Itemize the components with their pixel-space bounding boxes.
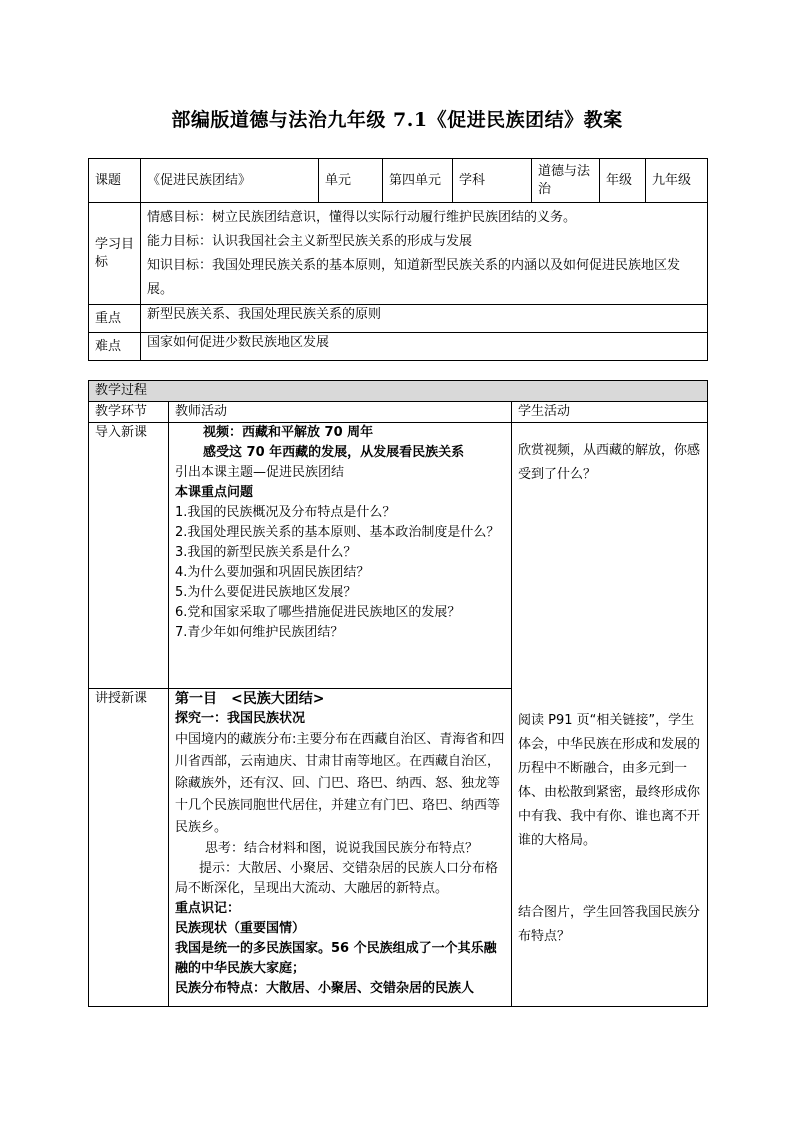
question-item: 1.我国的民族概况及分布特点是什么？ [175,505,396,520]
grade-label: 年级 [600,159,646,203]
grade-value: 九年级 [646,159,708,203]
intro-stage: 导入新课 [89,423,169,689]
intro-teacher-cell [169,423,512,689]
lecture-explore: 探究一：我国民族状况 [175,711,306,726]
lecture-material: 中国境内的藏族分布:主要分布在西藏自治区、青海省和四川省西部，云南迪庆、甘肃甘南等地区。在西藏自治区，除藏族外，还有汉、回、门巴、珞巴、纳西、怒、独龙等十几个民族同胞世代居住，并建立有门巴、珞巴、纳西等民族乡。 [175,732,505,835]
unit-value: 第四单元 [383,159,453,203]
question-item: 2.我国处理民族关系的基本原则、基本政治制度是什么？ [175,525,500,540]
question-item: 4.为什么要加强和巩固民族团结？ [175,565,370,580]
col-student-header: 学生活动 [512,402,708,423]
intro-lead: 引出本课主题—促进民族团结 [175,465,345,480]
student-activity-cell [512,423,708,1007]
page-title: 部编版道德与法治九年级 7.1《促进民族团结》教案 [171,109,623,131]
question-item: 6.党和国家采取了哪些措施促进民族地区的发展？ [175,605,461,620]
lesson-value: 《促进民族团结》 [141,159,319,203]
question-item: 7.青少年如何维护民族团结？ [175,625,344,640]
lecture-student-activity-1: 阅读 P91 页“相关链接”，学生体会，中华民族在形成和发展的历程中不断融合，由多元到一体、由松散到紧密，最终形成你中有我、我中有你、谁也离不开谁的大格局。 [518,713,701,848]
intro-feel: 感受这 70 年西藏的发展，从发展看民族关系 [203,445,465,460]
col-teacher-header: 教师活动 [169,402,512,423]
lecture-section: 第一目 <民族大团结> [175,691,325,707]
difficulty-label: 难点 [89,333,141,361]
lecture-hint: 提示：大散居、小聚居、交错杂居的民族人口分布格局不断深化，呈现出大流动、大融居的新特点。 [175,861,499,896]
key-label: 重点 [89,305,141,333]
intro-student-activity: 欣赏视频，从西藏的解放，你感受到了什么？ [518,443,701,482]
question-item: 3.我国的新型民族关系是什么？ [175,545,357,560]
col-stage-header: 教学环节 [89,402,169,423]
lecture-think: 思考：结合材料和图，说说我国民族分布特点？ [205,841,479,856]
lecture-key-memo: 重点识记： [175,901,241,916]
subject-label: 学科 [453,159,532,203]
lecture-stage: 讲授新课 [89,689,169,1007]
intro-focus-title: 本课重点问题 [175,485,254,500]
lecture-status-title: 民族现状（重要国情） [175,921,306,936]
process-header: 教学过程 [89,381,708,402]
goals-cell [141,203,708,305]
unit-label: 单元 [319,159,383,203]
intro-video: 视频：西藏和平解放 70 周年 [203,425,374,440]
goals-label: 学习目标 [89,203,141,305]
subject-value: 道德与法治 [532,159,600,203]
lesson-label: 课题 [89,159,141,203]
lecture-status-text: 我国是统一的多民族国家。56 个民族组成了一个其乐融融的中华民族大家庭； [175,941,497,976]
teaching-process-table [88,380,708,1007]
key-value: 新型民族关系、我国处理民族关系的原则 [141,305,708,333]
lecture-student-activity-2: 结合图片，学生回答我国民族分布特点？ [518,905,701,944]
lecture-teacher-cell [169,689,512,1007]
question-item: 5.为什么要促进民族地区发展？ [175,585,357,600]
goal-emotion: 情感目标：树立民族团结意识，懂得以实际行动履行维护民族团结的义务。 [147,210,577,225]
goal-knowledge: 知识目标：我国处理民族关系的基本原则，知道新型民族关系的内涵以及如何促进民族地区发展。 [147,258,681,297]
lecture-distribution-text: 民族分布特点：大散居、小聚居、交错杂居的民族人 [175,981,475,996]
lesson-info-table [88,158,708,361]
difficulty-value: 国家如何促进少数民族地区发展 [141,333,708,361]
goal-ability: 能力目标：认识我国社会主义新型民族关系的形成与发展 [147,234,473,249]
